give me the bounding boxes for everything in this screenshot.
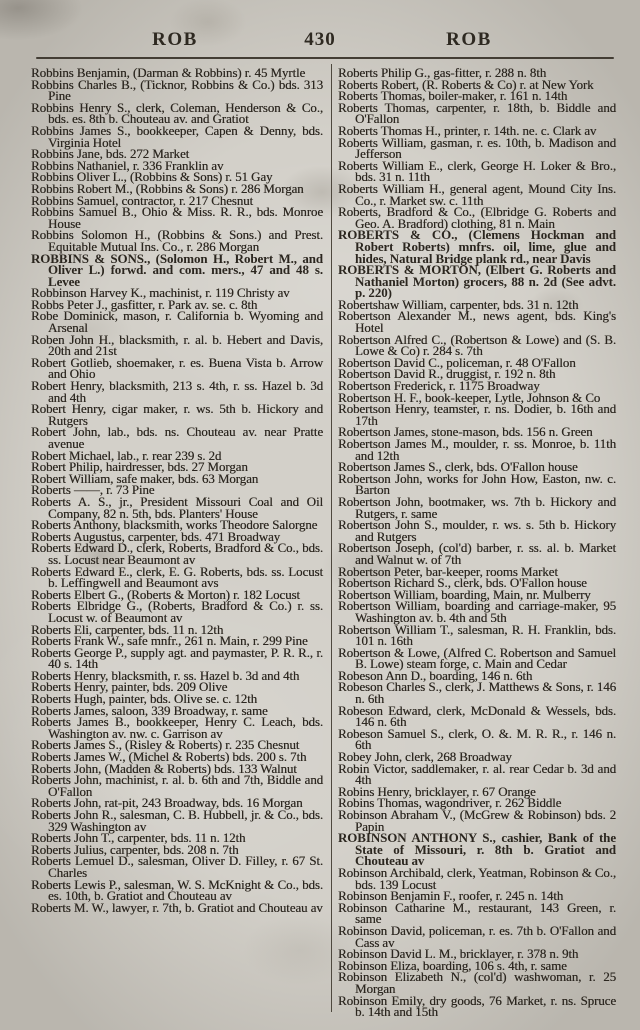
directory-entry: Robertson Joseph, (col'd) barber, r. ss. al. b. Market and Walnut w. of 7th [338,540,616,567]
directory-entry: Roberts Edward D., clerk, Roberts, Bradford & Co., bds. ss. Locust near Beaumont av [31,540,323,567]
directory-entry: Robertson H. F., book-keeper, Lytle, Johnson & Co [338,389,601,405]
directory-entry: Robinson Benjamin F., roofer, r. 245 n. 14th [338,888,564,904]
directory-entry: Robbins Solomon H., (Robbins & Sons.) and Prest. Equitable Mutual Ins. Co., r. 286 Morgan [31,227,323,254]
directory-entry: Roberts Thomas, carpenter, r. 18th, b. Biddle and O'Fallon [338,99,616,127]
right-column [338,67,616,1018]
directory-entry: Roberts A. S., jr., President Missouri Coal and Oil Company, 82 n. 5th, bds. Planters' House [31,493,323,521]
directory-entry: Robert Gotlieb, shoemaker, r. es. Buena Vista b. Arrow and Ohio [31,354,323,382]
directory-entry: Robertson John, works for John How, Easton, nw. c. Barton [338,470,616,498]
directory-entry: Robbins Samuel, contractor, r. 217 Chesnut [31,192,254,208]
directory-entry: Robinson Archibald, clerk, Yeatman, Robinson & Co., bds. 139 Locust [338,864,616,892]
directory-entry: Roberts Frank W., safe mnfr., 261 n. Main, r. 299 Pine [31,633,308,649]
directory-entry: Robertson James, stone-mason, bds. 156 n. Green [338,424,593,440]
directory-entry: Roberts Elbridge G., (Roberts, Bradford & Co.) r. ss. Locust w. of Beaumont av [31,598,323,625]
directory-entry: Roberts John R., salesman, C. B. Hubbell, jr. & Co., bds. 329 Washington av [31,807,323,834]
directory-entry: Roberts Robert, (R. Roberts & Co) r. at New York [338,76,594,92]
directory-entry: Roberts William H., general agent, Mound City Ins. Co., r. Market sw. c. 11th [338,180,616,208]
directory-entry: Robbins Oliver L., (Robbins & Sons) r. 51 Gay [31,169,273,185]
directory-entry: Robinson David, policeman, r. es. 7th b. O'Fallon and Cass av [338,922,616,950]
directory-entry: Roberts M. W., lawyer, r. 7th, b. Gratiot and Chouteau av [31,899,323,915]
directory-entry: Robertson David C., policeman, r. 48 O'Fallon [338,354,576,370]
directory-entry: Robbins Jane, bds. 272 Market [31,146,190,162]
directory-entry: Roberts Thomas, boiler-maker, r. 161 n. 14th [338,88,568,104]
directory-entry: Roberts John, (Madden & Roberts) bds. 133 Walnut [31,760,297,776]
directory-entry: Roberts Julius, carpenter, bds. 208 n. 7th [31,841,239,857]
directory-entry: Robert Michael, lab., r. rear 239 s. 2d [31,447,222,463]
directory-entry: Roberts John, machinist, r. al. b. 6th and 7th, Biddle and O'Fallon [31,772,323,799]
directory-entry: Roberts Lewis P., salesman, W. S. McKnight & Co., bds. es. 10th, b. Gratiot and Chouteau av [31,876,323,904]
directory-entry: Robinson Eliza, boarding, 106 s. 4th, r. same [338,957,567,973]
directory-entry: Robey John, clerk, 268 Broadway [338,749,512,765]
directory-entry: Roberts, Bradford & Co., (Elbridge G. Roberts and Geo. A. Bradford) clothing, 81 n. Main [338,204,616,231]
directory-entry: Roberts George P., supply agt. and paymaster, P. R. R., r. 40 s. 14th [31,644,323,672]
directory-entry: Robbins Charles B., (Ticknor, Robbins & Co.) bds. 313 Pine [31,76,323,104]
directory-entry: Robeson Ann D., boarding, 146 n. 6th [338,667,533,683]
directory-entry: Robinson Catharine M., restaurant, 143 Green, r. same [338,899,616,927]
directory-entry: Robeson Charles S., clerk, J. Matthews & Sons, r. 146 n. 6th [338,679,616,707]
directory-entry: Robinson Abraham V., (McGrew & Robinson) bds. 2 Papin [338,807,616,834]
directory-entry: Roberts William E., clerk, George H. Loker & Bro., bds. 31 n. 11th [338,157,616,185]
directory-entry: Robert Henry, blacksmith, 213 s. 4th, r. ss. Hazel b. 3d and 4th [31,378,323,405]
directory-entry: Robert William, safe maker, bds. 63 Morgan [31,470,259,486]
directory-entry: Robbins James S., bookkeeper, Capen & Denny, bds. Virginia Hotel [31,122,323,150]
column-divider-rule [331,64,332,1012]
directory-entry: Robertson James S., clerk, bds. O'Fallon house [338,459,578,475]
directory-entry: Robbinson Harvey K., machinist, r. 119 Christy av [31,285,290,301]
directory-entry: Robert John, lab., bds. ns. Chouteau av. near Pratte avenue [31,424,323,451]
directory-entry: Robbs Peter J., gasfitter, r. Park av. se. c. 8th [31,296,258,312]
directory-entry: Robins Henry, bricklayer, r. 67 Orange [338,783,536,799]
directory-entry: Robertson Peter, bar-keeper, rooms Market [338,563,558,579]
directory-entry: Robinson Elizabeth N., (col'd) washwoman, r. 25 Morgan [338,969,616,996]
directory-entry: Robbins Robert M., (Robbins & Sons) r. 286 Morgan [31,180,304,196]
directory-entry: Robertson Alexander M., news agent, bds. King's Hotel [338,308,616,336]
directory-entry: ROBERTS & MORTON, (Elbert G. Roberts and Nathaniel Morton) grocers, 88 n. 2d (See advt. p. 220) [338,262,616,301]
left-column [31,67,323,913]
directory-entry: ROBBINS & SONS., (Solomon H., Robert M., and Oliver L.) forwd. and com. mers., 47 and 48 s. Levee [31,250,323,289]
directory-entry: Roberts Henry, painter, bds. 209 Olive [31,679,228,695]
directory-entry: Roberts Anthony, blacksmith, works Theodore Salorgne [31,517,318,533]
directory-entry: Robert Henry, cigar maker, r. ws. 5th b. Hickory and Rutgers [31,401,323,428]
directory-entry: Robbins Samuel B., Ohio & Miss. R. R., bds. Monroe House [31,204,323,231]
directory-entry: Roberts James B., bookkeeper, Henry C. Leach, bds. Washington av. nw. c. Garrison av [31,714,323,741]
directory-entry: Robertson David R., druggist, r. 192 n. 8th [338,366,556,382]
header-rule [36,57,614,59]
directory-entry: Robertson William, boarding, Main, nr. Mulberry [338,586,591,602]
directory-entry: Robbins Nathaniel, r. 336 Franklin av [31,157,224,173]
directory-entry: Roberts Henry, blacksmith, r. ss. Hazel b. 3d and 4th [31,667,300,683]
directory-entry: Roberts Elbert G., (Roberts & Morton) r. 182 Locust [31,586,300,602]
directory-entry: Robbins Benjamin, (Darman & Robbins) r. 45 Myrtle [31,65,306,80]
directory-entry: Roberts Philip G., gas-fitter, r. 288 n. 8th [338,65,547,80]
directory-entry: Roberts James W., (Michel & Roberts) bds. 200 s. 7th [31,749,307,765]
directory-entry: Robe Dominick, mason, r. California b. Wyoming and Arsenal [31,308,323,336]
directory-entry: Robertson Frederick, r. 1175 Broadway [338,378,540,394]
directory-entry: Robert Philip, hairdresser, bds. 27 Morgan [31,459,248,475]
directory-entry: Robbins Henry S., clerk, Coleman, Henderson & Co., bds. es. 8th b. Chouteau av. and Gratiot [31,99,323,127]
directory-entry: Robeson Samuel S., clerk, O. &. M. R. R., r. 146 n. 6th [338,725,616,753]
directory-entry: Roberts Edward E., clerk, E. G. Roberts, bds. ss. Locust b. Leffingwell and Beaumont avs [31,563,323,591]
directory-entry: Roberts James S., (Risley & Roberts) r. 235 Chesnut [31,737,300,753]
directory-entry: Roberts ——, r. 73 Pine [31,482,155,498]
directory-entry: Roberts Lemuel D., salesman, Oliver D. Filley, r. 67 St. Charles [31,853,323,880]
directory-entry: ROBINSON ANTHONY S., cashier, Bank of the State of Missouri, r. 8th b. Gratiot and Chouteau av [338,830,616,869]
directory-entry: Robertson John, bootmaker, ws. 7th b. Hickory and Rutgers, r. same [338,493,616,521]
directory-entry: Robeson Edward, clerk, McDonald & Wessels, bds. 146 n. 6th [338,702,616,730]
directory-entry: Robin Victor, saddlemaker, r. al. rear Cedar b. 3d and 4th [338,760,616,788]
directory-entry: Robertson Richard S., clerk, bds. O'Fallon house [338,575,587,591]
directory-entry: Roberts John, rat-pit, 243 Broadway, bds. 16 Morgan [31,795,303,811]
directory-entry: Roberts Hugh, painter, bds. Olive se. c. 12th [31,691,258,707]
directory-entry: Robertson James M., moulder, r. ss. Monroe, b. 11th and 12th [338,436,616,463]
page-number: 430 [304,29,336,50]
running-head-right: ROB [446,29,492,50]
directory-entry: Roben John H., blacksmith, r. al. b. Hebert and Davis, 20th and 21st [31,331,323,359]
directory-entry: Robinson Emily, dry goods, 76 Market, r. ns. Spruce b. 14th and 15th [338,992,616,1020]
directory-entry: Roberts Eli, carpenter, bds. 11 n. 12th [31,621,224,637]
directory-entry: Robertson William T., salesman, R. H. Franklin, bds. 101 n. 16th [338,621,616,649]
directory-entry: Robins Thomas, wagondriver, r. 262 Biddle [338,795,562,811]
directory-entry: Robertson Henry, teamster, r. ns. Dodier, b. 16th and 17th [338,401,616,428]
directory-entry: Robertson William, boarding and carriage-maker, 95 Washington av. b. 4th and 5th [338,598,616,625]
directory-entry: Roberts Augustus, carpenter, bds. 471 Broadway [31,528,281,544]
directory-entry: Robertson Alfred C., (Robertson & Lowe) and (S. B. Lowe & Co) r. 284 s. 7th [338,331,616,359]
directory-entry: ROBERTS & CO., (Clemens Hockman and Robert Roberts) mnfrs. oil, lime, glue and hides, Natural Bridge plank rd., near Davis [338,227,616,266]
directory-entry: Roberts John T., carpenter, bds. 11 n. 12th [31,830,246,846]
directory-entry: Robertson & Lowe, (Alfred C. Robertson and Samuel B. Lowe) steam forge, c. Main and Cedar [338,644,616,672]
directory-entry: Roberts William, gasman, r. es. 10th, b. Madison and Jefferson [338,134,616,162]
directory-entry: Roberts James, saloon, 339 Broadway, r. same [31,702,268,718]
running-head-left: ROB [152,29,198,50]
directory-entry: Robertson John S., moulder, r. ws. s. 5th b. Hickory and Rutgers [338,517,616,544]
directory-entry: Roberts Thomas H., printer, r. 14th. ne. c. Clark av [338,122,597,138]
directory-entry: Robertshaw William, carpenter, bds. 31 n. 12th [338,296,579,312]
directory-entry: Robinson David L. M., bricklayer, r. 378 n. 9th [338,946,579,962]
